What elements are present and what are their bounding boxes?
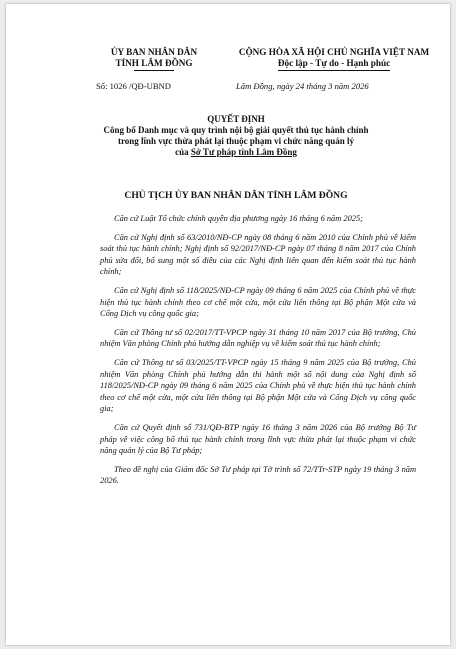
- issuing-agency: [84, 47, 224, 71]
- decision-subject-line3: [66, 147, 406, 158]
- agency-name-line2: TỈNH LÂM ĐỒNG: [115, 58, 193, 68]
- subject-prefix: của: [175, 147, 191, 157]
- paragraph: Căn cứ Nghị định số 63/2010/NĐ-CP ngày 08 tháng 6 năm 2010 của Chính phủ về kiểm soát thủ tục hành chính; Nghị định số 92/2017/NĐ-CP ngày 07 tháng 8 năm 2017 của Chính phủ sửa đổi, bổ sung một số điều của các Nghị định liên quan đến kiểm soát thủ tục hành chính;: [100, 232, 416, 277]
- chairman-heading: CHỦ TỊCH ỦY BAN NHÂN DÂN TỈNH LÂM ĐỒNG: [124, 190, 348, 201]
- nation-name: CỘNG HÒA XÃ HỘI CHỦ NGHĨA VIỆT NAM: [238, 47, 430, 57]
- decision-title: [66, 114, 406, 158]
- decision-subject-line2: trong lĩnh vực thừa phát lại thuộc phạm vi chức năng quản lý: [117, 136, 355, 146]
- national-header: [224, 47, 444, 71]
- document-date: Lâm Đồng, ngày 24 tháng 3 năm 2026: [236, 81, 369, 91]
- paragraph: Căn cứ Luật Tổ chức chính quyền địa phương ngày 16 tháng 6 năm 2025;: [114, 214, 363, 223]
- decision-subject-line1: Công bố Danh mục và quy trình nội bộ giải quyết thủ tục hành chính: [103, 125, 369, 135]
- decision-heading: QUYẾT ĐỊNH: [207, 114, 265, 124]
- document-number: Số: 1026 /QĐ-UBND: [96, 81, 171, 91]
- paragraph: Căn cứ Thông tư số 03/2025/TT-VPCP ngày 15 tháng 9 năm 2025 của Bộ trưởng, Chủ nhiệm Văn phòng Chính phủ hướng dẫn thi hành một số nội dung của Nghị định số 118/2025/NĐ-CP ngày 09 tháng 6 năm 2025 của Chính phủ về thực hiện thủ tục hành chính theo cơ chế một cửa, một cửa liên thông tại Bộ phận Một cửa và Cổng Dịch vụ công quốc gia;: [100, 357, 416, 414]
- motto-underline: [278, 70, 390, 71]
- subject-department: Sở Tư pháp tỉnh Lâm Đồng: [190, 147, 297, 157]
- nation-motto: Độc lập - Tự do - Hạnh phúc: [277, 58, 391, 68]
- legal-basis-text: [100, 213, 416, 487]
- paragraph: Căn cứ Quyết định số 731/QĐ-BTP ngày 16 tháng 3 năm 2026 của Bộ trưởng Bộ Tư pháp về việc công bố thủ tục hành chính trong lĩnh vực thừa phát lại thuộc phạm vi chức năng quản lý của Bộ Tư pháp;: [100, 422, 416, 456]
- paragraph: Căn cứ Nghị định số 118/2025/NĐ-CP ngày 09 tháng 6 năm 2025 của Chính phủ về thực hiện thủ tục hành chính theo cơ chế một cửa, một cửa liên thông tại Bộ phận Một cửa và Cổng Dịch vụ công quốc gia;: [100, 285, 416, 319]
- agency-underline: [134, 70, 174, 71]
- paragraph: Căn cứ Thông tư số 02/2017/TT-VPCP ngày 31 tháng 10 năm 2017 của Bộ trưởng, Chủ nhiệm Văn phòng Chính phủ hướng dẫn nghiệp vụ về kiểm soát thủ tục hành chính;: [100, 327, 416, 349]
- agency-name-line1: ỦY BAN NHÂN DÂN: [110, 47, 198, 57]
- document-page: [6, 4, 450, 645]
- paragraph: Theo đề nghị của Giám đốc Sở Tư pháp tại Tờ trình số 72/TTr-STP ngày 19 tháng 3 năm 2026.: [100, 464, 416, 486]
